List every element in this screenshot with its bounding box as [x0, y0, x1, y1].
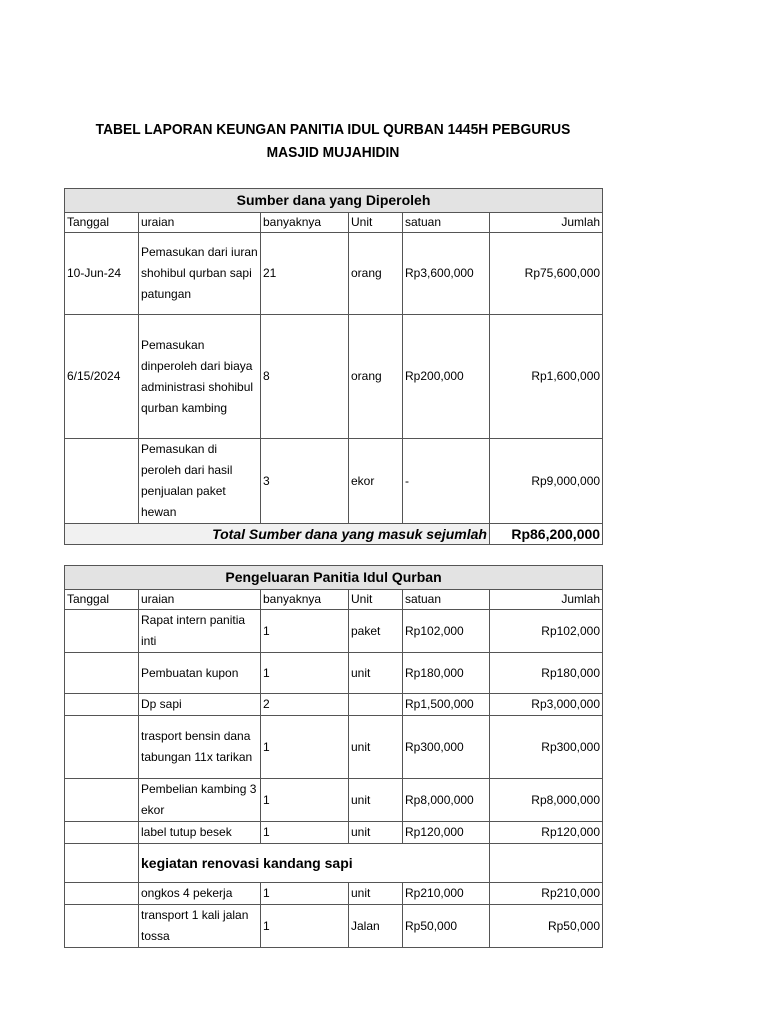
- cell-satuan: Rp1,500,000: [403, 694, 490, 716]
- col-header-tanggal: Tanggal: [65, 213, 139, 233]
- subsection-row: [65, 844, 603, 883]
- cell-jumlah: Rp120,000: [490, 822, 603, 844]
- table-row: [65, 716, 603, 779]
- subsection-empty-cell: [490, 844, 603, 883]
- expense-table: [64, 565, 603, 948]
- cell-satuan: Rp50,000: [403, 905, 490, 948]
- col-header-satuan: satuan: [403, 590, 490, 610]
- col-header-banyaknya: banyaknya: [261, 213, 349, 233]
- cell-unit: paket: [349, 610, 403, 653]
- cell-jumlah: Rp210,000: [490, 883, 603, 905]
- table-row: [65, 439, 603, 524]
- report-title: [86, 118, 581, 164]
- col-header-uraian: uraian: [139, 213, 261, 233]
- cell-satuan: Rp210,000: [403, 883, 490, 905]
- cell-tanggal: [65, 716, 139, 779]
- cell-banyaknya: 1: [261, 716, 349, 779]
- cell-banyaknya: 1: [261, 653, 349, 694]
- cell-uraian: Pembelian kambing 3 ekor: [139, 779, 261, 822]
- cell-uraian: Pemasukan dari iuran shohibul qurban sapi patungan: [139, 233, 261, 315]
- income-column-header-row: [65, 213, 603, 233]
- cell-unit: unit: [349, 653, 403, 694]
- income-total-value: Rp86,200,000: [490, 524, 603, 545]
- subsection-spacer: [65, 844, 139, 883]
- table-row: [65, 883, 603, 905]
- cell-tanggal: [65, 610, 139, 653]
- cell-satuan: Rp120,000: [403, 822, 490, 844]
- table-row: [65, 233, 603, 315]
- cell-uraian: Dp sapi: [139, 694, 261, 716]
- table-row: [65, 905, 603, 948]
- col-header-jumlah: Jumlah: [490, 213, 603, 233]
- cell-uraian: transport 1 kali jalan tossa: [139, 905, 261, 948]
- cell-unit: Jalan: [349, 905, 403, 948]
- expense-heading: Pengeluaran Panitia Idul Qurban: [65, 566, 603, 590]
- cell-satuan: Rp300,000: [403, 716, 490, 779]
- cell-unit: unit: [349, 779, 403, 822]
- col-header-unit: Unit: [349, 590, 403, 610]
- cell-jumlah: Rp180,000: [490, 653, 603, 694]
- col-header-tanggal: Tanggal: [65, 590, 139, 610]
- cell-uraian: Pemasukan di peroleh dari hasil penjualan paket hewan: [139, 439, 261, 524]
- cell-unit: orang: [349, 233, 403, 315]
- cell-unit: unit: [349, 716, 403, 779]
- cell-banyaknya: 1: [261, 883, 349, 905]
- table-row: [65, 610, 603, 653]
- expense-heading-row: [65, 566, 603, 590]
- cell-uraian: Pemasukan dinperoleh dari biaya administrasi shohibul qurban kambing: [139, 315, 261, 439]
- cell-satuan: Rp102,000: [403, 610, 490, 653]
- cell-jumlah: Rp1,600,000: [490, 315, 603, 439]
- cell-tanggal: [65, 822, 139, 844]
- cell-jumlah: Rp50,000: [490, 905, 603, 948]
- cell-uraian: Pembuatan kupon: [139, 653, 261, 694]
- cell-uraian: trasport bensin dana tabungan 11x tarikan: [139, 716, 261, 779]
- cell-banyaknya: 1: [261, 779, 349, 822]
- cell-jumlah: Rp102,000: [490, 610, 603, 653]
- col-header-unit: Unit: [349, 213, 403, 233]
- cell-satuan: Rp8,000,000: [403, 779, 490, 822]
- table-row: [65, 779, 603, 822]
- cell-satuan: Rp180,000: [403, 653, 490, 694]
- table-row: [65, 315, 603, 439]
- cell-banyaknya: 2: [261, 694, 349, 716]
- expense-column-header-row: [65, 590, 603, 610]
- cell-jumlah: Rp8,000,000: [490, 779, 603, 822]
- cell-unit: orang: [349, 315, 403, 439]
- cell-uraian: Rapat intern panitia inti: [139, 610, 261, 653]
- cell-jumlah: Rp3,000,000: [490, 694, 603, 716]
- col-header-uraian: uraian: [139, 590, 261, 610]
- cell-banyaknya: 21: [261, 233, 349, 315]
- cell-banyaknya: 1: [261, 822, 349, 844]
- col-header-jumlah: Jumlah: [490, 590, 603, 610]
- table-row: [65, 653, 603, 694]
- income-heading-row: [65, 189, 603, 213]
- table-row: [65, 822, 603, 844]
- report-title-line-1: TABEL LAPORAN KEUNGAN PANITIA IDUL QURBAN 1445H PEBGURUS: [95, 121, 571, 138]
- col-header-banyaknya: banyaknya: [261, 590, 349, 610]
- cell-tanggal: 10-Jun-24: [65, 233, 139, 315]
- report-title-line-2: MASJID MUJAHIDIN: [266, 144, 400, 161]
- subsection-title: kegiatan renovasi kandang sapi: [139, 844, 490, 883]
- cell-tanggal: 6/15/2024: [65, 315, 139, 439]
- income-total-row: [65, 524, 603, 545]
- cell-tanggal: [65, 439, 139, 524]
- cell-satuan: -: [403, 439, 490, 524]
- cell-uraian: ongkos 4 pekerja: [139, 883, 261, 905]
- cell-jumlah: Rp9,000,000: [490, 439, 603, 524]
- cell-banyaknya: 8: [261, 315, 349, 439]
- income-table: [64, 188, 603, 545]
- cell-tanggal: [65, 694, 139, 716]
- cell-unit: [349, 694, 403, 716]
- cell-satuan: Rp200,000: [403, 315, 490, 439]
- cell-banyaknya: 1: [261, 905, 349, 948]
- cell-banyaknya: 1: [261, 610, 349, 653]
- cell-jumlah: Rp75,600,000: [490, 233, 603, 315]
- cell-tanggal: [65, 883, 139, 905]
- income-heading: Sumber dana yang Diperoleh: [65, 189, 603, 213]
- col-header-satuan: satuan: [403, 213, 490, 233]
- cell-tanggal: [65, 653, 139, 694]
- cell-tanggal: [65, 905, 139, 948]
- income-total-label: Total Sumber dana yang masuk sejumlah: [65, 524, 490, 545]
- table-row: [65, 694, 603, 716]
- cell-unit: unit: [349, 883, 403, 905]
- cell-satuan: Rp3,600,000: [403, 233, 490, 315]
- cell-banyaknya: 3: [261, 439, 349, 524]
- cell-jumlah: Rp300,000: [490, 716, 603, 779]
- cell-tanggal: [65, 779, 139, 822]
- cell-unit: ekor: [349, 439, 403, 524]
- cell-unit: unit: [349, 822, 403, 844]
- cell-uraian: label tutup besek: [139, 822, 261, 844]
